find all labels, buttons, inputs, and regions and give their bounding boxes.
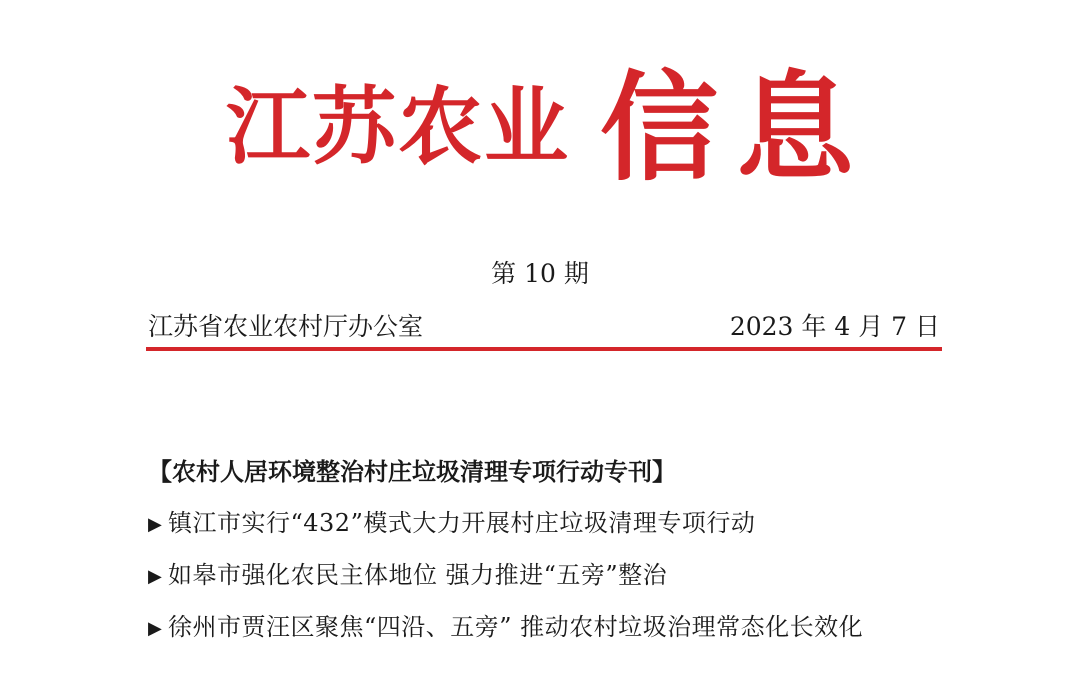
masthead-title-left: 江苏农业 (226, 78, 571, 176)
triangle-right-icon: ▶ (148, 514, 163, 535)
contents-list (148, 452, 1028, 659)
headline-item (148, 607, 1028, 647)
red-divider (146, 347, 942, 351)
headline-text: 徐州市贾汪区聚焦“四沿、五旁” 推动农村垃圾治理常态化长效化 (168, 613, 864, 641)
headline-text: 如皋市强化农民主体地位 强力推进“五旁”整治 (168, 561, 668, 589)
masthead-title-right: 信息 (600, 58, 873, 197)
meta-row (148, 308, 940, 346)
publish-date: 2023 年 4 月 7 日 (729, 312, 940, 341)
headline-text: 镇江市实行“432”模式大力开展村庄垃圾清理专项行动 (168, 509, 756, 537)
masthead (0, 58, 1080, 208)
triangle-right-icon: ▶ (148, 566, 163, 587)
headline-item (148, 555, 1028, 595)
contents-heading: 【农村人居环境整治村庄垃圾清理专项行动专刊】 (148, 458, 676, 486)
triangle-right-icon: ▶ (148, 618, 163, 639)
publisher: 江苏省农业农村厅办公室 (148, 312, 424, 341)
issue-number: 第 10 期 (491, 259, 589, 288)
headline-item (148, 503, 1028, 543)
